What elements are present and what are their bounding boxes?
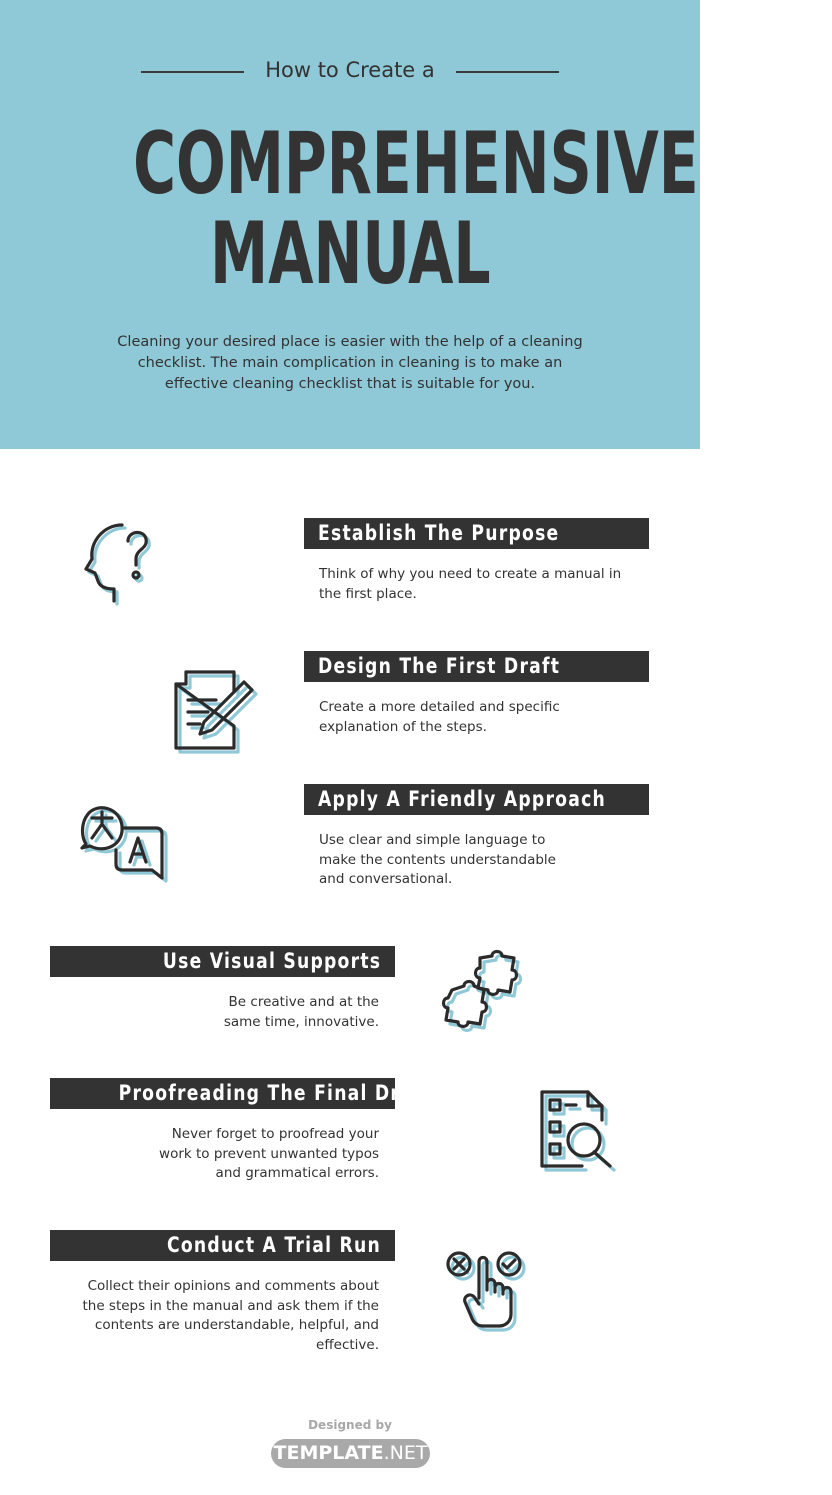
kicker-text: How to Create a	[265, 58, 435, 82]
step-title-proofreading: Proofreading The Final Draft	[50, 1078, 395, 1109]
step-desc-visual-supports: Be creative and at the same time, innovative.	[223, 994, 379, 1030]
title-line-2: MANUAL	[209, 204, 491, 304]
translate-chat-icon	[78, 798, 170, 886]
step-title-friendly-approach: Apply A Friendly Approach	[304, 784, 649, 815]
designed-by-label: Designed by	[308, 1418, 392, 1432]
step-title-trial-run: Conduct A Trial Run	[50, 1230, 395, 1261]
hand-choice-icon	[443, 1250, 533, 1338]
document-pencil-icon	[172, 668, 262, 758]
step-desc-trial-run: Collect their opinions and comments about the steps in the manual and ask them if the contents are understandable, helpful, and effective.	[82, 1278, 379, 1353]
step-title-visual-supports: Use Visual Supports	[50, 946, 395, 977]
kicker-divider-right	[456, 71, 559, 73]
checklist-magnifier-icon	[538, 1088, 628, 1174]
kicker-divider-left	[141, 71, 244, 73]
head-question-icon	[78, 517, 168, 609]
step-title-design-first-draft: Design The First Draft	[304, 651, 649, 682]
intro-text: Cleaning your desired place is easier with the help of a cleaning checklist. The main complication in cleaning is to make an effective cleaning checklist that is suitable for you.	[117, 334, 583, 392]
step-desc-proofreading: Never forget to proofread your work to prevent unwanted typos and grammatical errors.	[159, 1126, 379, 1181]
hero-banner	[0, 0, 700, 449]
step-desc-design-first-draft: Create a more detailed and specific explanation of the steps.	[319, 699, 560, 735]
template-net-logo: TEMPLATE.NET	[271, 1439, 430, 1468]
step-desc-friendly-approach: Use clear and simple language to make the contents understandable and conversational.	[319, 832, 556, 887]
step-desc-establish-purpose: Think of why you need to create a manual in the first place.	[319, 566, 622, 602]
step-title-establish-purpose: Establish The Purpose	[304, 518, 649, 549]
title-line-1: COMPREHENSIVE	[133, 114, 699, 214]
puzzle-icon	[438, 950, 530, 1038]
